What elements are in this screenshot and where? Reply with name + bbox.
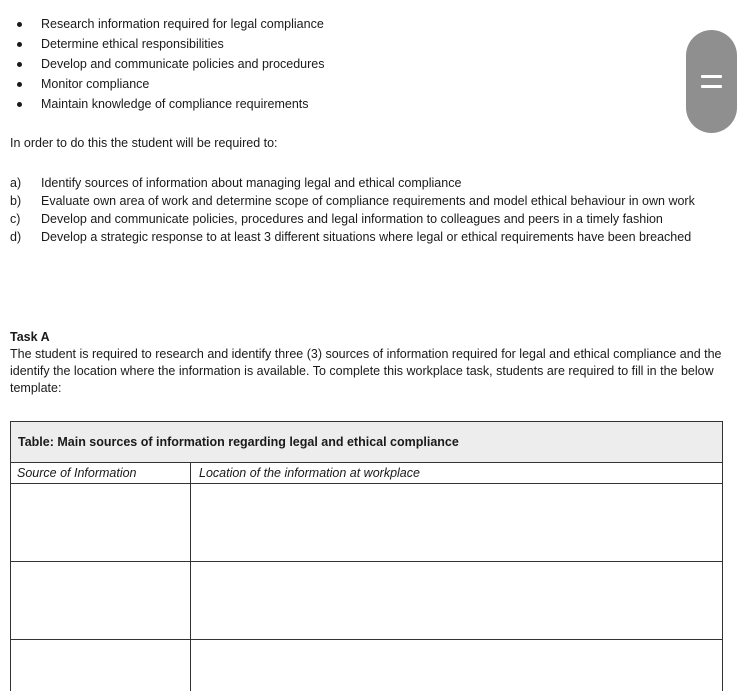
requirement-text: Develop a strategic response to at least 3 different situations where legal or ethical requirements have been breached [41,230,692,244]
scroll-handle-button[interactable] [686,30,737,133]
requirements-list [10,174,725,246]
bullet-dot-icon [17,62,22,67]
table-title: Table: Main sources of information regarding legal and ethical compliance [11,422,722,463]
bullet-dot-icon [17,42,22,47]
requirement-marker: c) [10,212,21,226]
drag-handle-icon [701,85,722,88]
table-row[interactable] [11,640,722,691]
intro-text: In order to do this the student will be required to: [10,136,278,150]
bullet-item: Research information required for legal compliance [14,14,325,34]
bullet-dot-icon [17,102,22,107]
requirement-marker: a) [10,176,22,190]
sources-template-table [10,421,723,691]
objectives-bullet-list [14,14,325,114]
task-heading: Task A [10,330,50,344]
requirement-text: Evaluate own area of work and determine scope of compliance requirements and model ethical behaviour in own work [41,194,695,208]
requirement-marker: b) [10,194,22,208]
requirement-item [10,174,725,192]
requirement-item [10,192,725,210]
bullet-item: Determine ethical responsibilities [14,34,325,54]
table-row[interactable] [11,562,722,640]
bullet-dot-icon [17,22,22,27]
column-header-source: Source of Information [17,466,137,480]
requirement-item [10,228,725,246]
column-divider [190,462,191,691]
table-header-row [11,463,722,484]
bullet-item: Develop and communicate policies and procedures [14,54,325,74]
bullet-item: Maintain knowledge of compliance requirements [14,94,325,114]
bullet-dot-icon [17,82,22,87]
task-description: The student is required to research and identify three (3) sources of information required for legal and ethical compliance and the identify the location where the information is available. To complete this workplace task, students are required to fill in the below template: [10,347,722,395]
requirement-marker: d) [10,230,22,244]
requirement-text: Identify sources of information about managing legal and ethical compliance [41,176,462,190]
bullet-item: Monitor compliance [14,74,325,94]
column-header-location: Location of the information at workplace [199,466,420,480]
drag-handle-icon [701,75,722,78]
table-row[interactable] [11,484,722,562]
requirement-text: Develop and communicate policies, procedures and legal information to colleagues and peers in a timely fashion [41,212,663,226]
requirement-item [10,210,725,228]
